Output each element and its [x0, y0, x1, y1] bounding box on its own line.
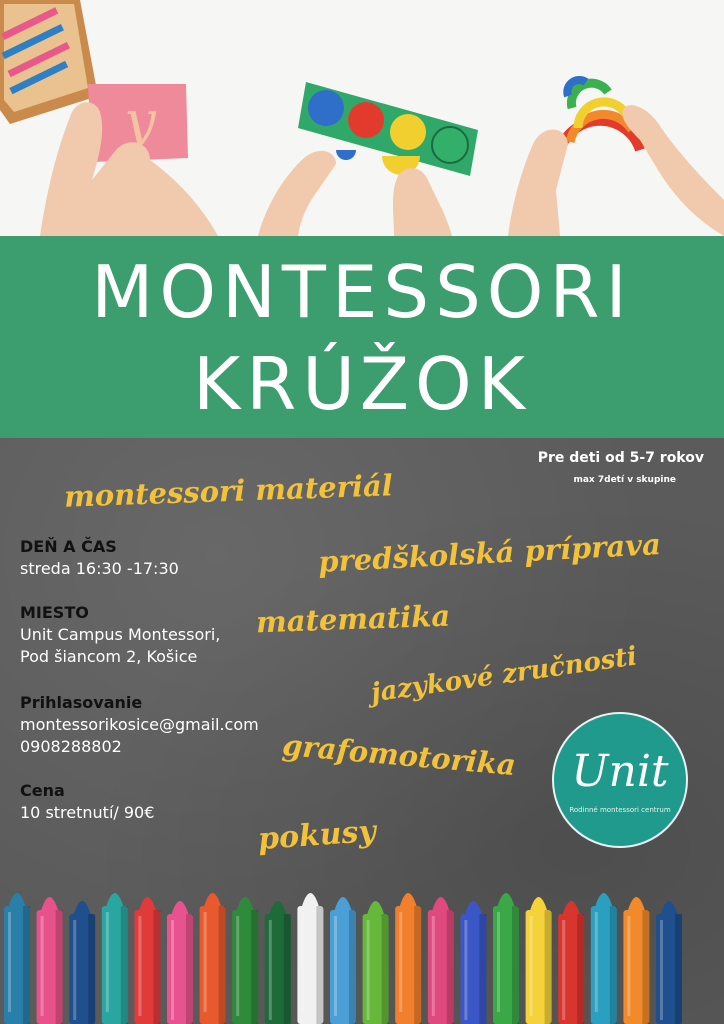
children-hands-montessori-photo: [0, 0, 724, 236]
info-time: [20, 536, 179, 580]
info-price: [20, 780, 154, 824]
crayon: [428, 897, 454, 1024]
topic-language-skills: jazykové zručnosti: [369, 641, 639, 709]
crayon: [460, 901, 486, 1024]
crayon: [363, 901, 389, 1024]
topic-preschool-preparation: predškolská príprava: [317, 527, 662, 579]
place-heading: MIESTO: [20, 603, 89, 622]
topic-experiments: pokusy: [256, 813, 377, 858]
title-banner: [0, 236, 724, 438]
logo-name: Unit: [571, 746, 669, 797]
time-heading: DEŇ A ČAS: [20, 537, 117, 556]
logo-subtitle: Rodinné montessori centrum: [569, 806, 671, 814]
topic-montessori-material: montessori materiál: [63, 468, 394, 514]
crayon: [200, 893, 226, 1024]
crayon: [330, 897, 356, 1024]
crayon: [623, 897, 649, 1024]
place-line-2: Pod šiancom 2, Košice: [20, 647, 198, 666]
crayon: [493, 893, 519, 1024]
hero-photo: [0, 0, 724, 236]
crayon: [526, 897, 552, 1024]
unit-logo: [552, 712, 688, 848]
crayon: [297, 893, 323, 1024]
time-value: streda 16:30 -17:30: [20, 559, 179, 578]
place-line-1: Unit Campus Montessori,: [20, 625, 221, 644]
info-place: [20, 602, 220, 668]
title-line-2: KRÚŽOK: [193, 342, 531, 426]
crayon: [558, 901, 584, 1024]
topic-mathematics: matematika: [255, 598, 451, 640]
topic-graphomotor-skills: grafomotorika: [280, 727, 518, 783]
crayon: [69, 901, 95, 1024]
signup-heading: Prihlasovanie: [20, 693, 143, 712]
crayon: [265, 901, 291, 1024]
crayon: [232, 897, 258, 1024]
crayon: [37, 897, 63, 1024]
signup-email: montessorikosice@gmail.com: [20, 715, 259, 734]
svg-text:y: y: [124, 89, 156, 154]
crayon: [656, 901, 682, 1024]
info-signup: [20, 692, 259, 758]
title-line-1: MONTESSORI: [91, 250, 633, 334]
price-value: 10 stretnutí/ 90€: [20, 803, 155, 822]
crayon: [134, 897, 160, 1024]
price-heading: Cena: [20, 781, 65, 800]
crayon: [4, 893, 30, 1024]
crayons-row: [0, 880, 724, 1024]
crayon: [591, 893, 617, 1024]
signup-phone: 0908288802: [20, 737, 122, 756]
crayon: [167, 901, 193, 1024]
crayon: [395, 893, 421, 1024]
crayon: [102, 893, 128, 1024]
audience-age: Pre deti od 5-7 rokov: [537, 450, 704, 466]
audience-group-size: max 7detí v skupine: [573, 475, 676, 485]
